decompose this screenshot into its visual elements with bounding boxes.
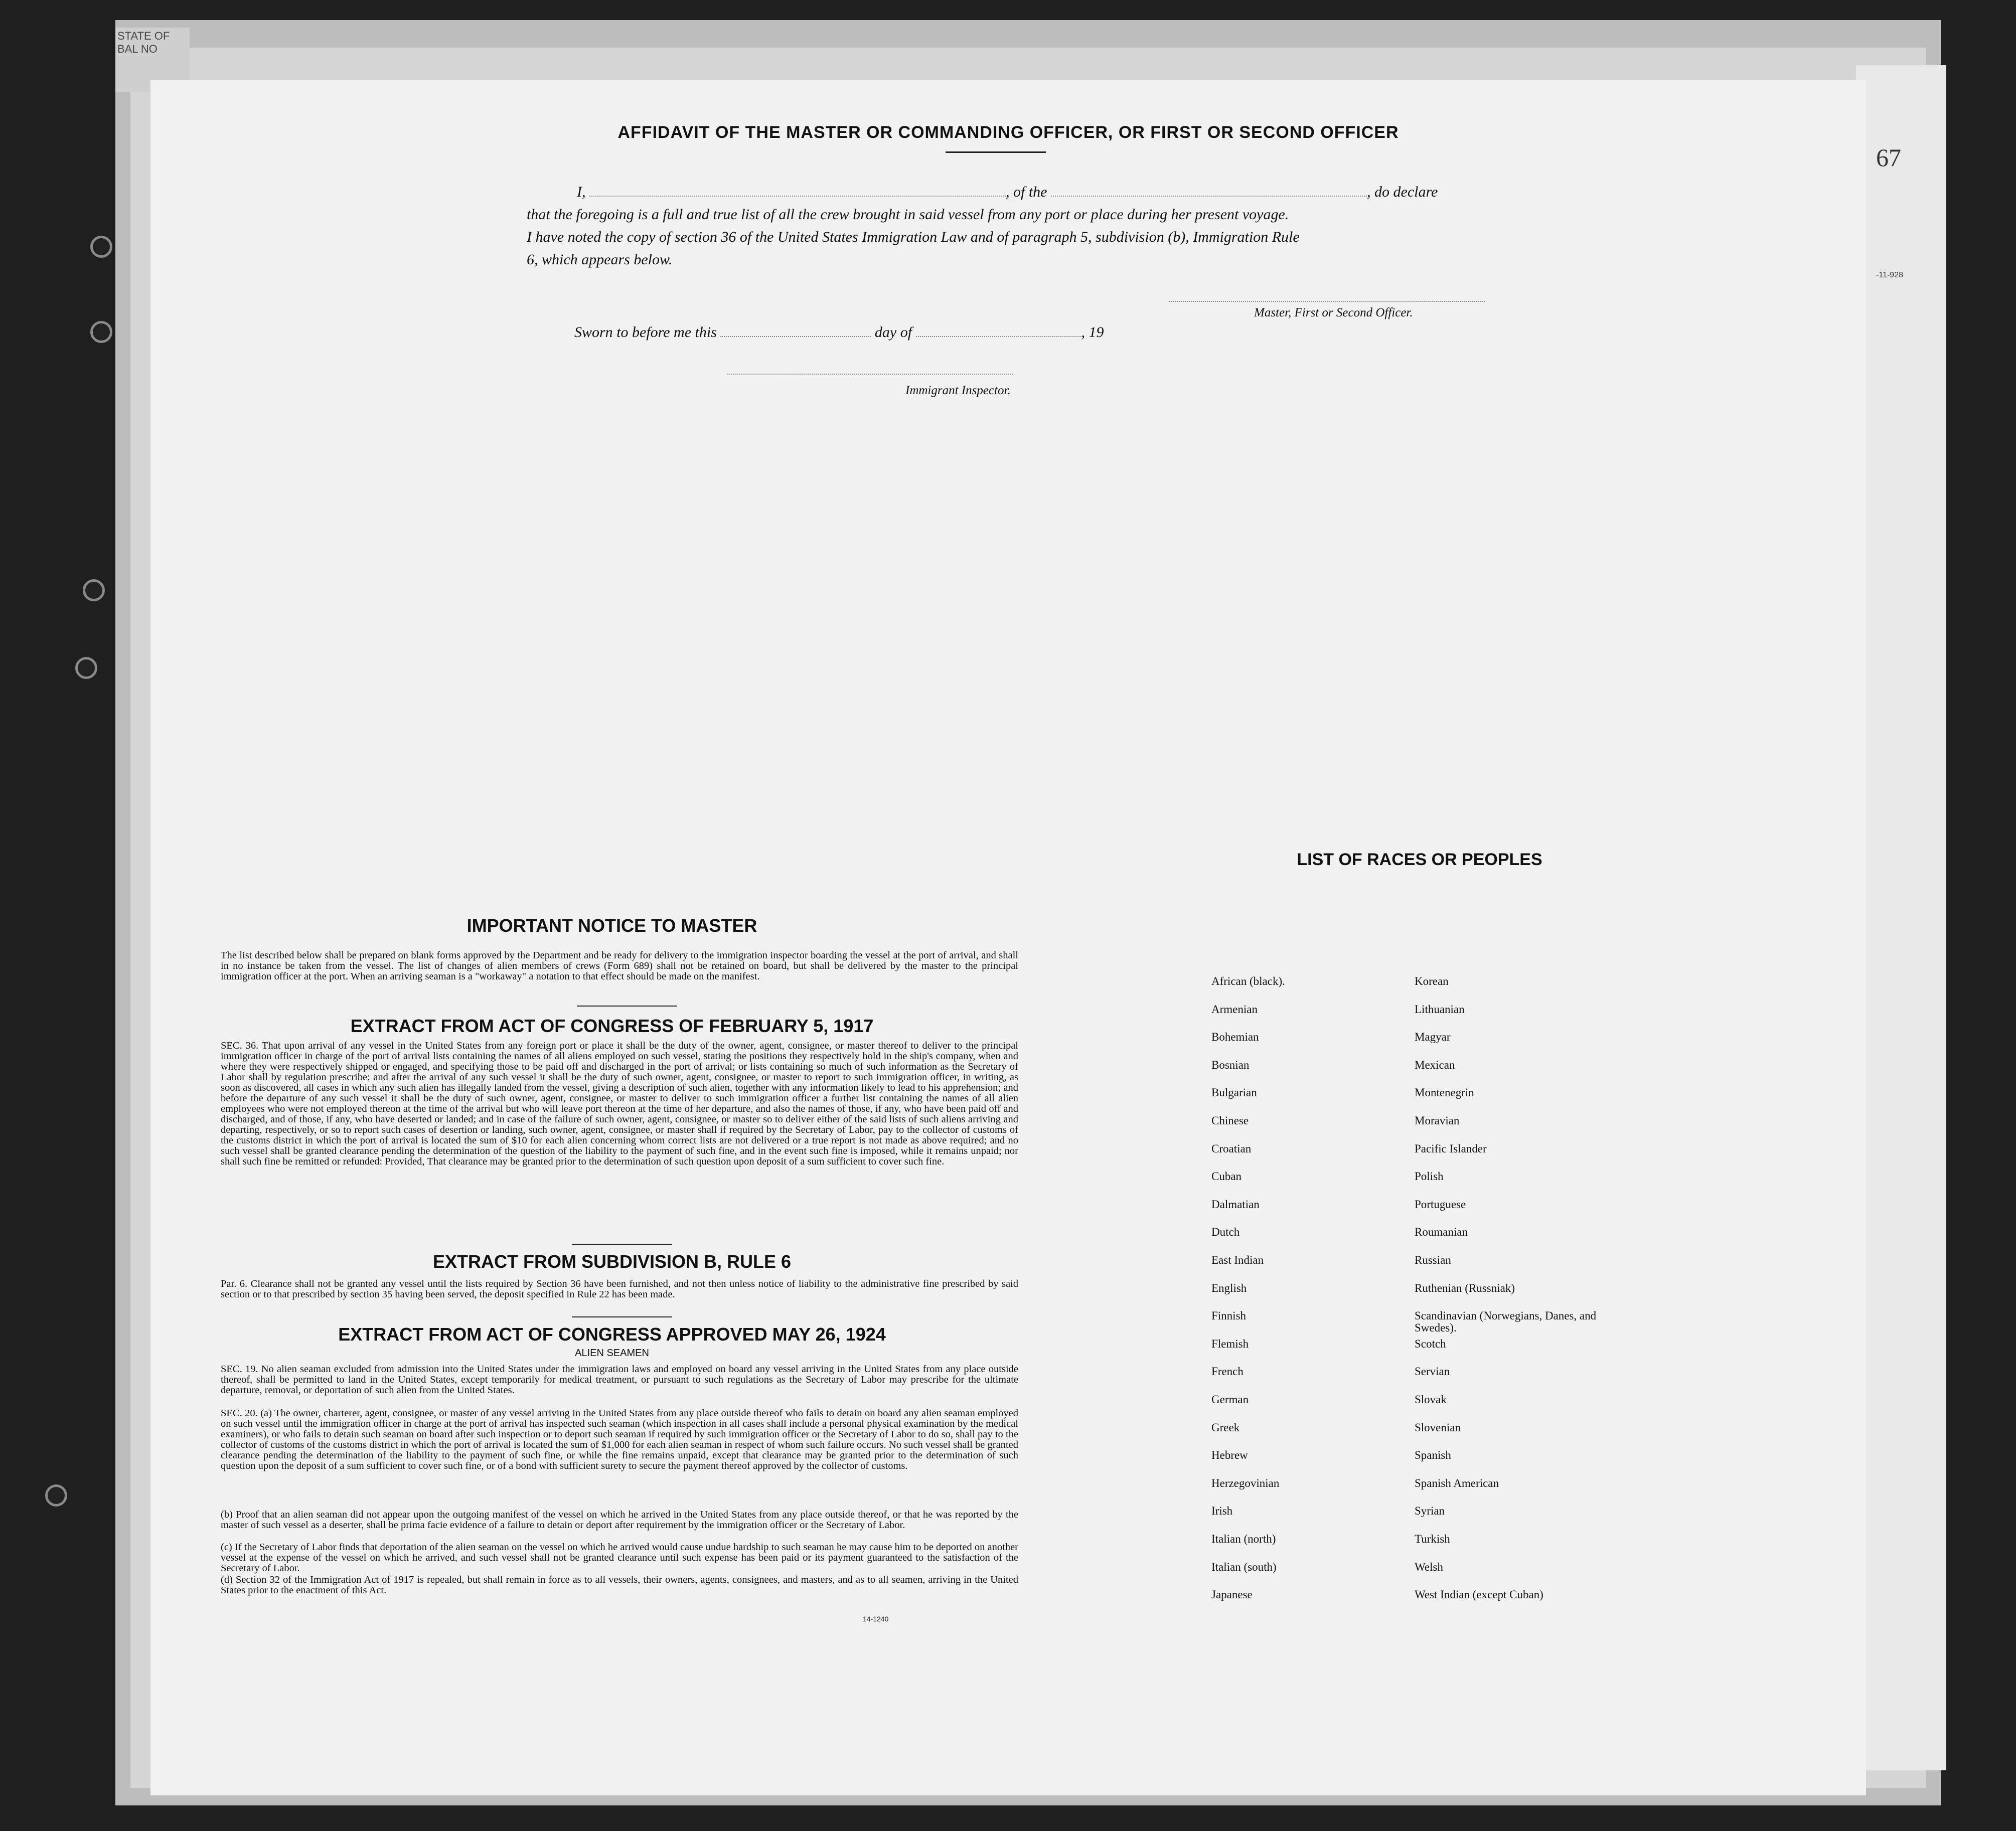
race-item: Hebrew (1211, 1449, 1248, 1462)
race-item: Russian (1415, 1254, 1451, 1266)
signature-blank (1169, 301, 1485, 302)
race-item: German (1211, 1393, 1249, 1406)
form-page (150, 80, 1866, 1795)
extract-rule6-title: EXTRACT FROM SUBDIVISION B, RULE 6 (432, 1251, 792, 1272)
extract-1924-title: EXTRACT FROM ACT OF CONGRESS APPROVED MAY 26, 1924 (338, 1324, 886, 1345)
background-sheet-edge (1856, 65, 1946, 1770)
race-item: Ruthenian (Russniak) (1415, 1281, 1515, 1294)
race-item: Bosnian (1211, 1058, 1250, 1071)
race-item: Italian (south) (1211, 1560, 1277, 1573)
extract-1924-para: SEC. 20. (a) The owner, charterer, agent, consignee, or master of any vessel arriving in the United States from any place outside thereof who fails to detain on board any alien seaman employed on such vessel until the immigration officer in charge at the port of arrival has inspected such seaman (which inspection in all cases shall include a personal physical examination by the medical examiners), or who fails to detain such seaman on board after such inspection or to deport such seaman if required by such immigration officer or the Secretary of Labor to do so, shall pay to the collector of customs of the customs district in which the port of arrival is located the sum of $1,000 for each alien seaman in respect of whom such failure occurs. No such vessel shall be granted clearance pending the determination of the liability to the payment of such fine, or while the fine remains unpaid, except that clearance may be granted prior to the determination of such question upon the deposit of a sum sufficient to cover such fine, or of a bond with sufficient surety to secure the payment thereof approved by the collector of customs. (221, 1408, 1018, 1471)
race-item: Pacific Islander (1415, 1142, 1487, 1155)
notice-text: The list described below shall be prepared on blank forms approved by the Department and be ready for delivery to the immigration inspector boarding the vessel at the port of arrival, and shall in no instance be taken from the vessel. The list of changes of alien members of crews (Form 689) shall not be retained on board, but shall be delivered by the master to the principal immigration officer at the port. When an arriving seaman is a "workaway" a notation to that effect should be made on the manifest. (221, 950, 1018, 982)
race-item: Korean (1415, 975, 1449, 987)
race-item: Welsh (1415, 1560, 1443, 1573)
race-item: Montenegrin (1415, 1086, 1474, 1099)
race-item: Polish (1415, 1170, 1444, 1183)
sworn-line (574, 321, 1327, 344)
notice-title: IMPORTANT NOTICE TO MASTER (467, 915, 757, 936)
affidavit-line-3: I have noted the copy of section 36 of the United States Immigration Law and of paragraph 5, subdivision (b), Immigration Rule (527, 229, 1300, 245)
race-item: French (1211, 1365, 1244, 1378)
race-item: East Indian (1211, 1254, 1264, 1266)
extract-rule6-text: Par. 6. Clearance shall not be granted any vessel until the lists required by Section 36 have been furnished, and not then unless notice of liability to the administrative fine prescribed by said section or to that prescribed by section 35 having been served, the deposit specified in Rule 22 has been made. (221, 1278, 1018, 1300)
binder-hole (90, 236, 112, 258)
inspector-blank (727, 374, 1013, 375)
race-item: Turkish (1415, 1533, 1450, 1545)
affidavit-text: , of the (1006, 184, 1047, 200)
race-item: Chinese (1211, 1114, 1249, 1127)
race-item: Dalmatian (1211, 1198, 1260, 1211)
race-item: Scandinavian (Norwegians, Danes, and Swedes). (1415, 1309, 1597, 1335)
race-item: Japanese (1211, 1588, 1253, 1601)
race-item: English (1211, 1281, 1247, 1294)
race-item: Roumanian (1415, 1226, 1468, 1239)
race-item: Mexican (1415, 1058, 1455, 1071)
extract-1917-title: EXTRACT FROM ACT OF CONGRESS OF FEBRUARY 5, 1917 (350, 1016, 874, 1036)
race-item: Greek (1211, 1421, 1240, 1434)
race-item: Scotch (1415, 1337, 1446, 1350)
extract-1924-para: (c) If the Secretary of Labor finds that deportation of the alien seaman on the vessel on which he arrived would cause undue hardship to such seaman he may cause him to be deported on another vessel at the expense of the vessel on which he arrived, and such vessel shall not be granted clearance until such expense has been paid or its payment guaranteed to the satisfaction of the Secretary of Labor. (221, 1542, 1018, 1574)
race-item: Spanish (1415, 1449, 1451, 1462)
form-code: 14-1240 (863, 1615, 889, 1623)
binder-hole (83, 579, 105, 601)
affidavit-text: , 19 (1081, 324, 1104, 341)
extract-1924-para: (d) Section 32 of the Immigration Act of 1917 is repealed, but shall remain in force as to all vessels, their owners, agents, consignees, and masters, and as to all seamen, arriving in the United States prior to the enactment of this Act. (221, 1574, 1018, 1596)
race-item: Herzegovinian (1211, 1476, 1280, 1489)
race-item: Finnish (1211, 1309, 1247, 1322)
affidavit-line-2: that the foregoing is a full and true list of all the crew brought in said vessel from any port or place during her present voyage. (527, 206, 1289, 223)
corner-stub-line: STATE OF (117, 30, 170, 42)
month-blank (916, 336, 1081, 337)
race-item: Portuguese (1415, 1198, 1466, 1211)
race-item: Flemish (1211, 1337, 1249, 1350)
races-title: LIST OF RACES OR PEOPLES (1297, 850, 1542, 869)
race-item: African (black). (1211, 975, 1285, 987)
affidavit-text: I, (577, 184, 586, 200)
divider (572, 1316, 672, 1317)
divider (577, 1006, 677, 1007)
race-item: Dutch (1211, 1226, 1240, 1239)
binder-hole (45, 1484, 67, 1507)
race-item: Slovenian (1415, 1421, 1461, 1434)
affidavit-text: day of (874, 324, 912, 341)
extract-1924-para: SEC. 19. No alien seaman excluded from admission into the United States under the immigration laws and employed on board any vessel arriving in the United States from any place outside thereof, shall be permitted to land in the United States, except temporarily for medical treatment, or pursuant to such regulations as the Secretary of Labor may prescribe for the ultimate departure, removal, or deportation of such alien from the United States. (221, 1364, 1018, 1396)
vessel-blank (1051, 196, 1367, 197)
day-blank (720, 336, 871, 337)
race-item: Irish (1211, 1505, 1233, 1518)
race-item: Slovak (1415, 1393, 1447, 1406)
affidavit-text: , do declare (1367, 184, 1438, 200)
corner-stub-line: BAL NO (117, 43, 158, 55)
race-item: Syrian (1415, 1505, 1445, 1518)
extract-1924-para: (b) Proof that an alien seaman did not appear upon the outgoing manifest of the vessel on which he arrived in the United States from any place outside thereof, or that he was reported by the master of such vessel as a deserter, shall be prima facie evidence of a failure to detain or deport after requirement by the immigration officer or the Secretary of Labor. (221, 1509, 1018, 1531)
race-item: Magyar (1415, 1031, 1451, 1044)
affidavit-title: AFFIDAVIT OF THE MASTER OR COMMANDING OFFICER, OR FIRST OR SECOND OFFICER (617, 123, 1399, 142)
race-item: Bohemian (1211, 1031, 1259, 1044)
race-item: Servian (1415, 1365, 1450, 1378)
page-number: 67 (1876, 143, 1901, 172)
race-item: West Indian (except Cuban) (1415, 1588, 1543, 1601)
race-item: Croatian (1211, 1142, 1252, 1155)
divider (946, 151, 1046, 153)
inspector-label: Immigrant Inspector. (905, 384, 1011, 397)
race-item: Bulgarian (1211, 1086, 1257, 1099)
race-item: Moravian (1415, 1114, 1460, 1127)
extract-1917-text: SEC. 36. That upon arrival of any vessel in the United States from any foreign port or place it shall be the duty of the owner, agent, consignee, or master thereof to deliver to the principal immigration officer in charge of the port of arrival lists containing the names of all aliens employed on such vessel, stating the positions they respectively hold in the ship's company, when and where they were respectively shipped or engaged, and specifying those to be paid off and discharged in the port of arrival; or lists containing so much of such information as the Secretary of Labor shall by regulation prescribe; and after the arrival of any such vessel it shall be the duty of such owner, agent, consignee, or master to report to such immigration officer, in writing, as soon as discovered, all cases in which any such alien has illegally landed from the vessel, giving a description of such alien, together with any information likely to lead to his apprehension; and before the departure of any such vessel it shall be the duty of such owner, agent, consignee, or master to deliver to such immigration officer a further list containing the names of all alien employees who were not employed thereon at the time of the arrival but who will leave port thereon at the time of her departure, and also the names of those, if any, who have been paid off and discharged, and of those, if any, who have deserted or landed; and in case of the failure of such owner, agent, consignee, or master so to deliver either of the said lists of such aliens arriving and departing, respectively, or so to report such cases of desertion or landing, such owner, agent, consignee, or master shall if required by the Secretary of Labor, pay to the collector of customs of the customs district in which the port of arrival is located the sum of $10 for each alien concerning whom correct lists are not delivered or a true report is not made as above required; and no such vessel shall be granted clearance pending the determination of the question of the liability to the payment of such fine, and in the event such fine is imposed, while it remains unpaid; nor shall such fine be remitted or refunded: Provided, That clearance may be granted prior to the determination of such question upon deposit of a sum sufficient to cover such fine. (221, 1040, 1018, 1167)
divider (572, 1244, 672, 1245)
race-item: Cuban (1211, 1170, 1242, 1183)
side-form-number: -11-928 (1876, 271, 1903, 279)
binder-hole (75, 657, 97, 679)
race-item: Spanish American (1415, 1476, 1499, 1489)
affidavit-line-4: 6, which appears below. (527, 251, 673, 268)
extract-1924-subtitle: ALIEN SEAMEN (575, 1348, 649, 1359)
binder-hole (90, 321, 112, 343)
master-label: Master, First or Second Officer. (1254, 306, 1413, 319)
name-blank (589, 196, 1006, 197)
affidavit-line-1 (577, 181, 1640, 204)
race-item: Lithuanian (1415, 1003, 1465, 1016)
race-item: Italian (north) (1211, 1533, 1276, 1545)
race-item: Armenian (1211, 1003, 1258, 1016)
affidavit-text: Sworn to before me this (574, 324, 717, 341)
